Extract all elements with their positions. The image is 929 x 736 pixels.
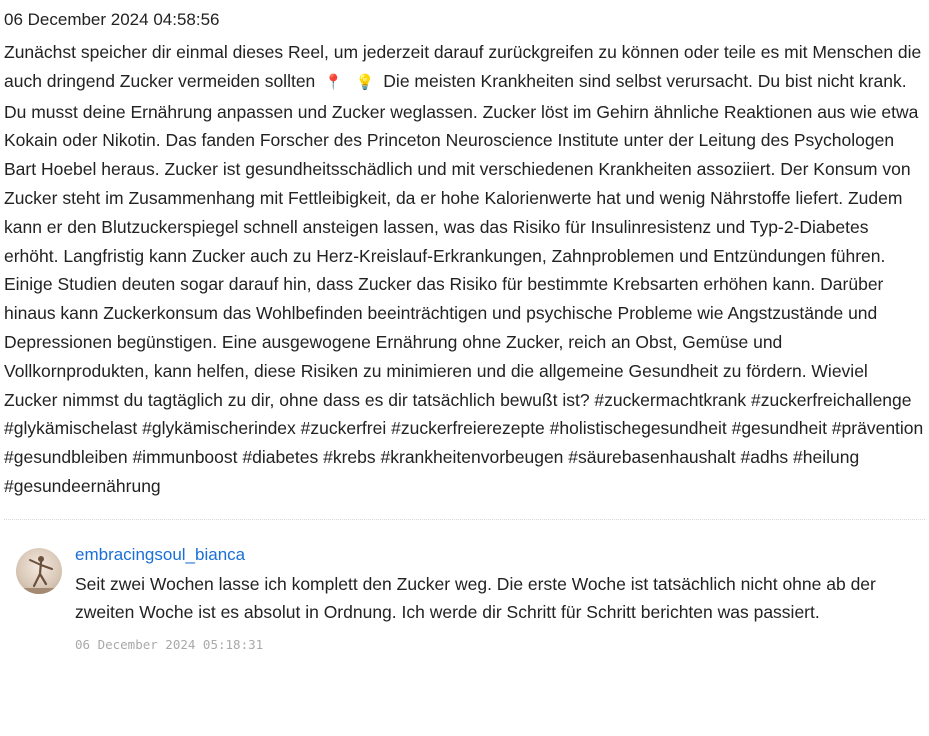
comment	[0, 520, 929, 652]
post-caption	[4, 38, 925, 501]
avatar[interactable]	[16, 548, 62, 594]
caption-text-rest: Die meisten Krankheiten sind selbst verursacht. Du bist nicht krank. Du musst deine Ernährung anpassen und Zucker weglassen. Zucker löst im Gehirn ähnliche Reaktionen aus wie etwa Kokain oder Nikotin. Das fanden Forscher des Princeton Neuroscience Institute unter der Leitung des Psychologen Bart Hoebel heraus. Zucker ist gesundheitsschädlich und mit verschiedenen Krankheiten assoziiert. Der Konsum von Zucker steht im Zusammenhang mit Fettleibigkeit, da er hohe Kalorienwerte hat und wenig Nährstoffe liefert. Zudem kann er den Blutzuckerspiegel schnell ansteigen lassen, was das Risiko für Insulinresistenz und Typ-2-Diabetes erhöht. Langfristig kann Zucker auch zu Herz-Kreislauf-Erkrankungen, Zahnproblemen und Entzündungen führen. Einige Studien deuten sogar darauf hin, dass Zucker das Risiko für bestimmte Krebsarten erhöhen kann. Darüber hinaus kann Zuckerkonsum das Wohlbefinden beeinträchtigen und psychische Probleme wie Angstzustände und Depressionen begünstigen. Eine ausgewogene Ernährung ohne Zucker, reich an Obst, Gemüse und Vollkornprodukten, kann helfen, diese Risiken zu minimieren und die allgemeine Gesundheit zu fördern. Wieviel Zucker nimmst du tagtäglich zu dir, ohne dass es dir tatsächlich bewußt ist? #zuckermachtkrank #zuckerfreichallenge #glykämischelast #glykämischerindex #zuckerfrei #zuckerfreierezepte #holistischegesundheit #gesundheit #prävention #gesundbleiben #immunboost #diabetes #krebs #krankheitenvorbeugen #säurebasenhaushalt #adhs #heilung #gesundeernährung	[4, 70, 924, 496]
comment-author-link[interactable]: embracingsoul_bianca	[75, 544, 246, 564]
comment-body	[75, 544, 915, 652]
post-timestamp: 06 December 2024 04:58:56	[4, 10, 220, 29]
comment-timestamp: 06 December 2024 05:18:31	[75, 636, 264, 652]
pin-emoji-icon: 📍	[324, 73, 343, 91]
comment-text: Seit zwei Wochen lasse ich komplett den Zucker weg. Die erste Woche ist tatsächlich nicht ohne ab der zweiten Woche ist es absolut in Ordnung. Ich werde dir Schritt für Schritt berichten was passiert.	[75, 573, 876, 623]
yoga-pose-icon	[16, 548, 62, 594]
lightbulb-emoji-icon: 💡	[355, 73, 375, 91]
caption-text-start: Zunächst speicher dir einmal dieses Reel, um jederzeit darauf zurückgreifen zu können oder teile es mit Menschen die auch dringend Zucker vermeiden sollten	[4, 42, 922, 91]
